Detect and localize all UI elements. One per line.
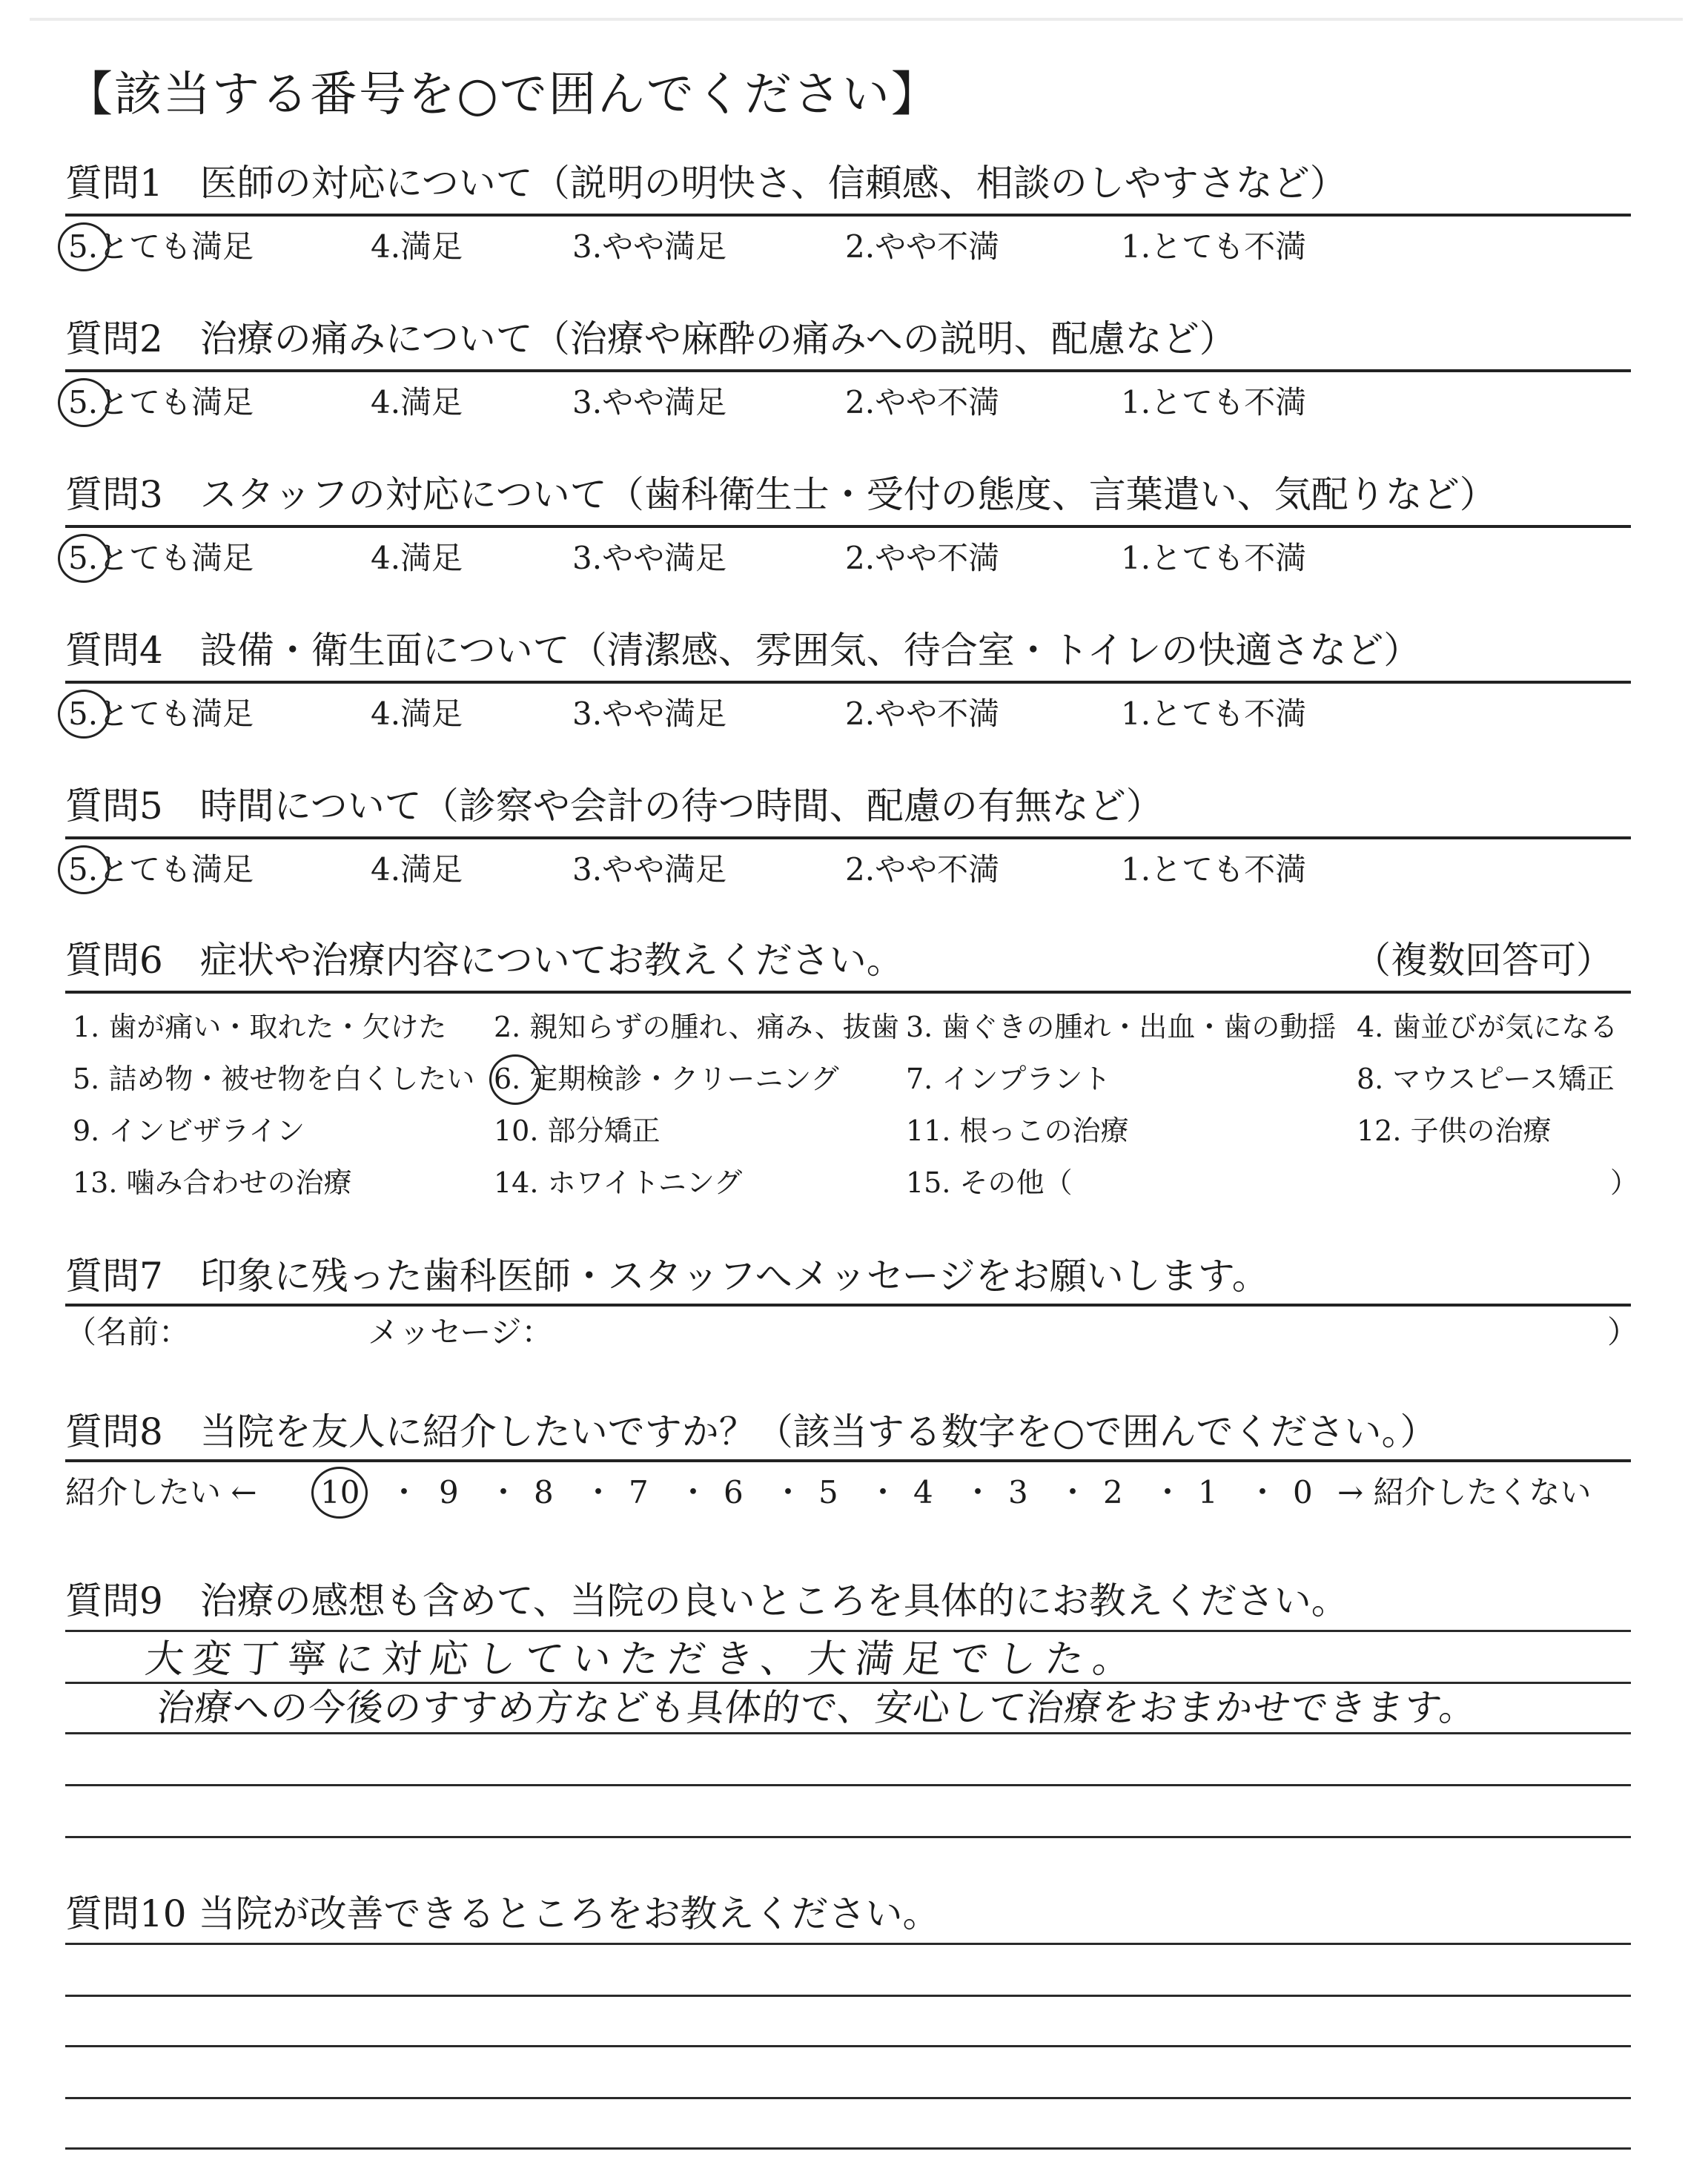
q8-scale-3: 3 [1008,1474,1028,1510]
q9-line-1 [65,1630,1631,1632]
q6-option-9: 9. インビザライン [73,1114,305,1147]
q6-option-close-paren: ） [1610,1166,1639,1199]
q8-separator-dot: ・ [962,1474,994,1510]
q10-heading: 質問10 当院が改善できるところをお教えください。 [65,1892,940,1935]
q3-heading: 質問3 スタッフの対応について（歯科衛生士・受付の態度、言葉遣い、気配りなど） [65,473,1497,516]
q6-rule [65,991,1631,994]
q3-option-2: 2.やや不満 [845,540,1000,576]
q3-option-1: 1.とても不満 [1121,540,1307,576]
q8-rule [65,1459,1631,1462]
q8-separator-dot: ・ [867,1474,899,1510]
q6-selected-circle [489,1054,541,1105]
q8-separator-dot: ・ [488,1474,520,1510]
q10-line-2 [65,1995,1631,1997]
q2-option-4: 4.満足 [371,384,463,420]
q4-rule [65,681,1631,684]
q7-heading: 質問7 印象に残った歯科医師・スタッフへメッセージをお願いします。 [65,1255,1269,1298]
q6-heading: 質問6 症状や治療内容についてお教えください。 [65,939,904,982]
q2-rule [65,369,1631,372]
q8-separator-dot: ・ [678,1474,709,1510]
q2-option-3: 3.やや満足 [572,384,727,420]
q6-option-11: 11. 根っこの治療 [906,1114,1129,1147]
q7-rule [65,1304,1631,1307]
q8-scale-1: 1 [1198,1474,1218,1510]
q6-option-14: 14. ホワイトニング [494,1166,743,1199]
q8-scale-10: 10 [320,1474,360,1510]
q6-option-1: 1. 歯が痛い・取れた・欠けた [73,1011,447,1043]
q10-line-1 [65,1943,1631,1945]
q5-option-2: 2.やや不満 [845,851,1000,888]
q4-option-5: 5.とても満足 [68,696,254,732]
q6-option-6: 6. 定期検診・クリーニング [494,1063,839,1095]
q8-separator-dot: ・ [1057,1474,1089,1510]
q2-option-5: 5.とても満足 [68,384,254,420]
q4-option-2: 2.やや不満 [845,696,1000,732]
q5-option-4: 4.満足 [371,851,463,888]
q1-option-5: 5.とても満足 [68,228,254,265]
q7-close-paren: ） [1607,1314,1639,1350]
q6-option-12: 12. 子供の治療 [1357,1114,1552,1147]
q5-heading: 質問5 時間について（診察や会計の待つ時間、配慮の有無など） [65,785,1163,828]
q1-selected-circle [58,222,110,271]
q5-option-1: 1.とても不満 [1121,851,1307,888]
q6-option-10: 10. 部分矯正 [494,1114,661,1147]
q1-rule [65,214,1631,217]
q9-line-4 [65,1784,1631,1786]
q8-right-label: → 紹介したくない [1337,1474,1592,1510]
q8-heading: 質問8 当院を友人に紹介したいですか？（該当する数字を○で囲んでください。） [65,1410,1437,1453]
q6-option-4: 4. 歯並びが気になる [1357,1011,1618,1043]
q4-selected-circle [58,690,110,739]
q1-option-1: 1.とても不満 [1121,228,1307,265]
q5-selected-circle [58,845,110,894]
q1-heading: 質問1 医師の対応について（説明の明快さ、信頼感、相談のしやすさなど） [65,162,1347,205]
q7-message-label: メッセージ： [368,1314,553,1350]
q6-note: （複数回答可） [1354,939,1613,982]
q3-option-5: 5.とても満足 [68,540,254,576]
q9-answer-line-1: 大変丁寧に対応していただき、大満足でした。 [142,1637,1143,1682]
q3-option-4: 4.満足 [371,540,463,576]
q4-option-1: 1.とても不満 [1121,696,1307,732]
q2-selected-circle [58,378,110,427]
q3-option-3: 3.やや満足 [572,540,727,576]
q8-selected-circle [311,1467,368,1519]
q8-separator-dot: ・ [1247,1474,1279,1510]
q9-line-5 [65,1836,1631,1838]
q6-option-3: 3. 歯ぐきの腫れ・出血・歯の動揺 [906,1011,1337,1043]
q2-option-2: 2.やや不満 [845,384,1000,420]
top-edge [30,18,1683,21]
q8-separator-dot: ・ [583,1474,615,1510]
q6-option-15: 15. その他（ [906,1166,1073,1199]
q8-scale-8: 8 [534,1474,554,1510]
q9-answer-line-2: 治療への今後のすすめ方なども具体的で、安心して治療をおまかせできます。 [154,1686,1480,1729]
q8-scale-2: 2 [1103,1474,1123,1510]
q9-line-2 [65,1682,1631,1684]
q8-scale-0: 0 [1293,1474,1313,1510]
q8-separator-dot: ・ [1152,1474,1184,1510]
q6-option-8: 8. マウスピース矯正 [1357,1063,1615,1095]
q7-name-label: （名前： [65,1314,191,1350]
q4-heading: 質問4 設備・衛生面について（清潔感、雰囲気、待合室・トイレの快適さなど） [65,629,1421,672]
q10-line-4 [65,2097,1631,2099]
q8-left-label: 紹介したい ← [65,1474,257,1510]
q9-heading: 質問9 治療の感想も含めて、当院の良いところを具体的にお教えください。 [65,1579,1348,1622]
q6-option-7: 7. インプラント [906,1063,1111,1095]
q8-scale-4: 4 [913,1474,933,1510]
q3-rule [65,525,1631,528]
q8-scale-6: 6 [724,1474,744,1510]
q10-line-5 [65,2147,1631,2150]
q1-option-2: 2.やや不満 [845,228,1000,265]
q2-heading: 質問2 治療の痛みについて（治療や麻酔の痛みへの説明、配慮など） [65,317,1237,360]
q9-line-3 [65,1732,1631,1734]
q5-rule [65,836,1631,839]
q10-line-3 [65,2045,1631,2047]
page-title: 【該当する番号を○で囲んでください】 [65,67,940,122]
q1-option-3: 3.やや満足 [572,228,727,265]
q6-option-5: 5. 詰め物・被せ物を白くしたい [73,1063,475,1095]
q3-selected-circle [58,534,110,583]
q5-option-3: 3.やや満足 [572,851,727,888]
q8-scale-9: 9 [439,1474,459,1510]
q8-separator-dot: ・ [388,1474,420,1510]
q8-scale-7: 7 [629,1474,649,1510]
q4-option-4: 4.満足 [371,696,463,732]
q4-option-3: 3.やや満足 [572,696,727,732]
q1-option-4: 4.満足 [371,228,463,265]
q2-option-1: 1.とても不満 [1121,384,1307,420]
q5-option-5: 5.とても満足 [68,851,254,888]
q6-option-13: 13. 噛み合わせの治療 [73,1166,352,1199]
q6-option-2: 2. 親知らずの腫れ、痛み、抜歯 [494,1011,899,1043]
q8-separator-dot: ・ [772,1474,804,1510]
q8-scale-5: 5 [818,1474,838,1510]
